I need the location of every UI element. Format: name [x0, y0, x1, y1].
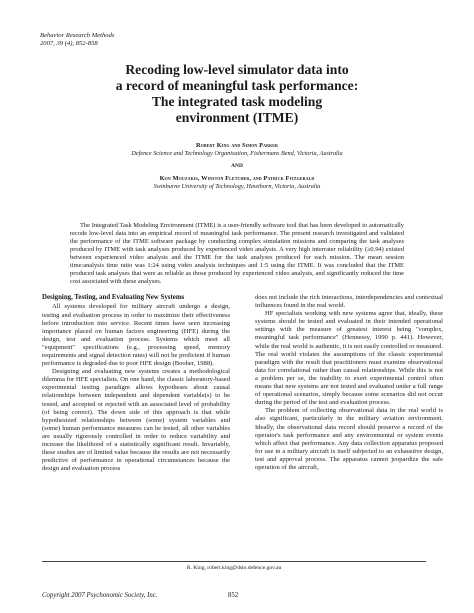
title-line-3: The integrated task modeling: [151, 94, 323, 109]
abstract: The Integrated Task Modeling Environment (ITME) is a user-friendly software tool that has been developed to automatically recode low-level data into an empirical record of meaningful task performance. The present research investigated and validated the performance of the ITME software package by conducting complex simulation missions and comparing the task analyses produced by ITME with task analyses produced by experienced video analysts. A very high interrater reliability (≥0.94) existed between experienced video analysts and the ITME for the task analyses produced for each mission. The mean session time:analysis time ratio was 1:24 using video analysis techniques and 1:5 using the ITME. It was concluded that the ITME produced task analyses that were as reliable as those produced by experienced video analysts, and significantly reduced the time cost associated with these analyses.: [70, 222, 404, 286]
footnote-divider: [42, 561, 426, 562]
journal-name: Behavior Research Methods: [40, 32, 115, 39]
title-line-1: Recoding low-level simulator data into: [125, 62, 349, 77]
authors-group-2: Kon Mouzakis, Winston Fletcher, and Patrick Fitzgerald: [159, 175, 315, 182]
authors-and: AND: [231, 163, 243, 169]
page-number: 852: [228, 592, 239, 599]
left-column: [42, 294, 230, 473]
copyright-notice: Copyright 2007 Psychonomic Society, Inc.: [42, 592, 158, 599]
title-line-2: a record of meaningful task performance:: [115, 78, 359, 93]
paragraph: HF specialists working with new systems agree that, ideally, these systems should be tested and evaluated in their intended operational settings with the measure of greatest interest being "complex, meaningful task performance" (Hennessy, 1990 p. 441). However, while the real world is authentic, it is not easily controlled or measured. The real world violates the assumptions of the classic experimental paradigm with the result that practitioners must examine observational data for correlational rather than causal relationships. While this is not a problem per se, the inability to exert experimental control often means that new systems are not tested and evaluated under a full range of operational scenarios, simply because some scenarios did not occur during the period of the test and evaluation process.: [255, 310, 443, 407]
paragraph: does not include the rich interactions, interdependencies and contextual influences found in the real world.: [255, 294, 443, 310]
paper-title: [60, 62, 414, 126]
journal-header: [40, 32, 114, 48]
paragraph: The problem of collecting observational data in the real world is also significant, particularly in the military aviation environment. Ideally, the observational data record should preserve a record of the operator's task performance and any environmental or system events which affect that performance. Any data collection apparatus proposed for use in a military aircraft is itself subjected to an exhaustive design, test and approval process. The apparatus cannot jeopardize the safe operation of the aircraft,: [255, 407, 443, 471]
authors-group-1: Robert King and Simon Parker: [195, 142, 279, 149]
paragraph: All systems developed for military aircraft undergo a design, testing and evaluation process in order to maximize their effectiveness before introduction into service. Recent times have seen increasing importance placed on human factors engineering (HFE) during the design, test and evaluation process. Systems which meet all "equipment" specifications (e.g., processing speed, memory requirements and signal detection rates) will not be proficient if human performance is degraded due to poor HFE design (Booher, 1988).: [42, 303, 230, 368]
paragraph: Designing and evaluating new systems creates a methodological dilemma for HFE specialists. On one hand, the classic laboratory-based experimental testing paradigm allows hypotheses about causal relationships between independent and dependent variable(s) to be tested, and accepted or rejected with an associated level of probability (of being correct). The down side of this approach is that while hypothesized relationships between (some) system variables and (some) human performance measures can be tested, all other variables are usually rigorously controlled in order to reduce variability and increase the likelihood of a statistically significant result. Invariably, these studies are of limited value because the results are not necessarily predictive of performance in operational circumstances because the design and evaluation process: [42, 368, 230, 473]
affiliation-1: Defence Science and Technology Organisation, Fishermans Bend, Victoria, Australia: [131, 150, 343, 157]
journal-issue: 2007, 39 (4), 852-858: [40, 40, 98, 47]
title-line-4: environment (ITME): [175, 110, 299, 125]
affiliation-2: Swinburne University of Technology, Hawthorn, Victoria, Australia: [153, 183, 321, 190]
correspondence-email: R. King, robert.king@dsto.defence.gov.au: [186, 565, 282, 571]
section-heading: Designing, Testing, and Evaluating New Systems: [42, 294, 185, 301]
right-column: [255, 294, 443, 472]
